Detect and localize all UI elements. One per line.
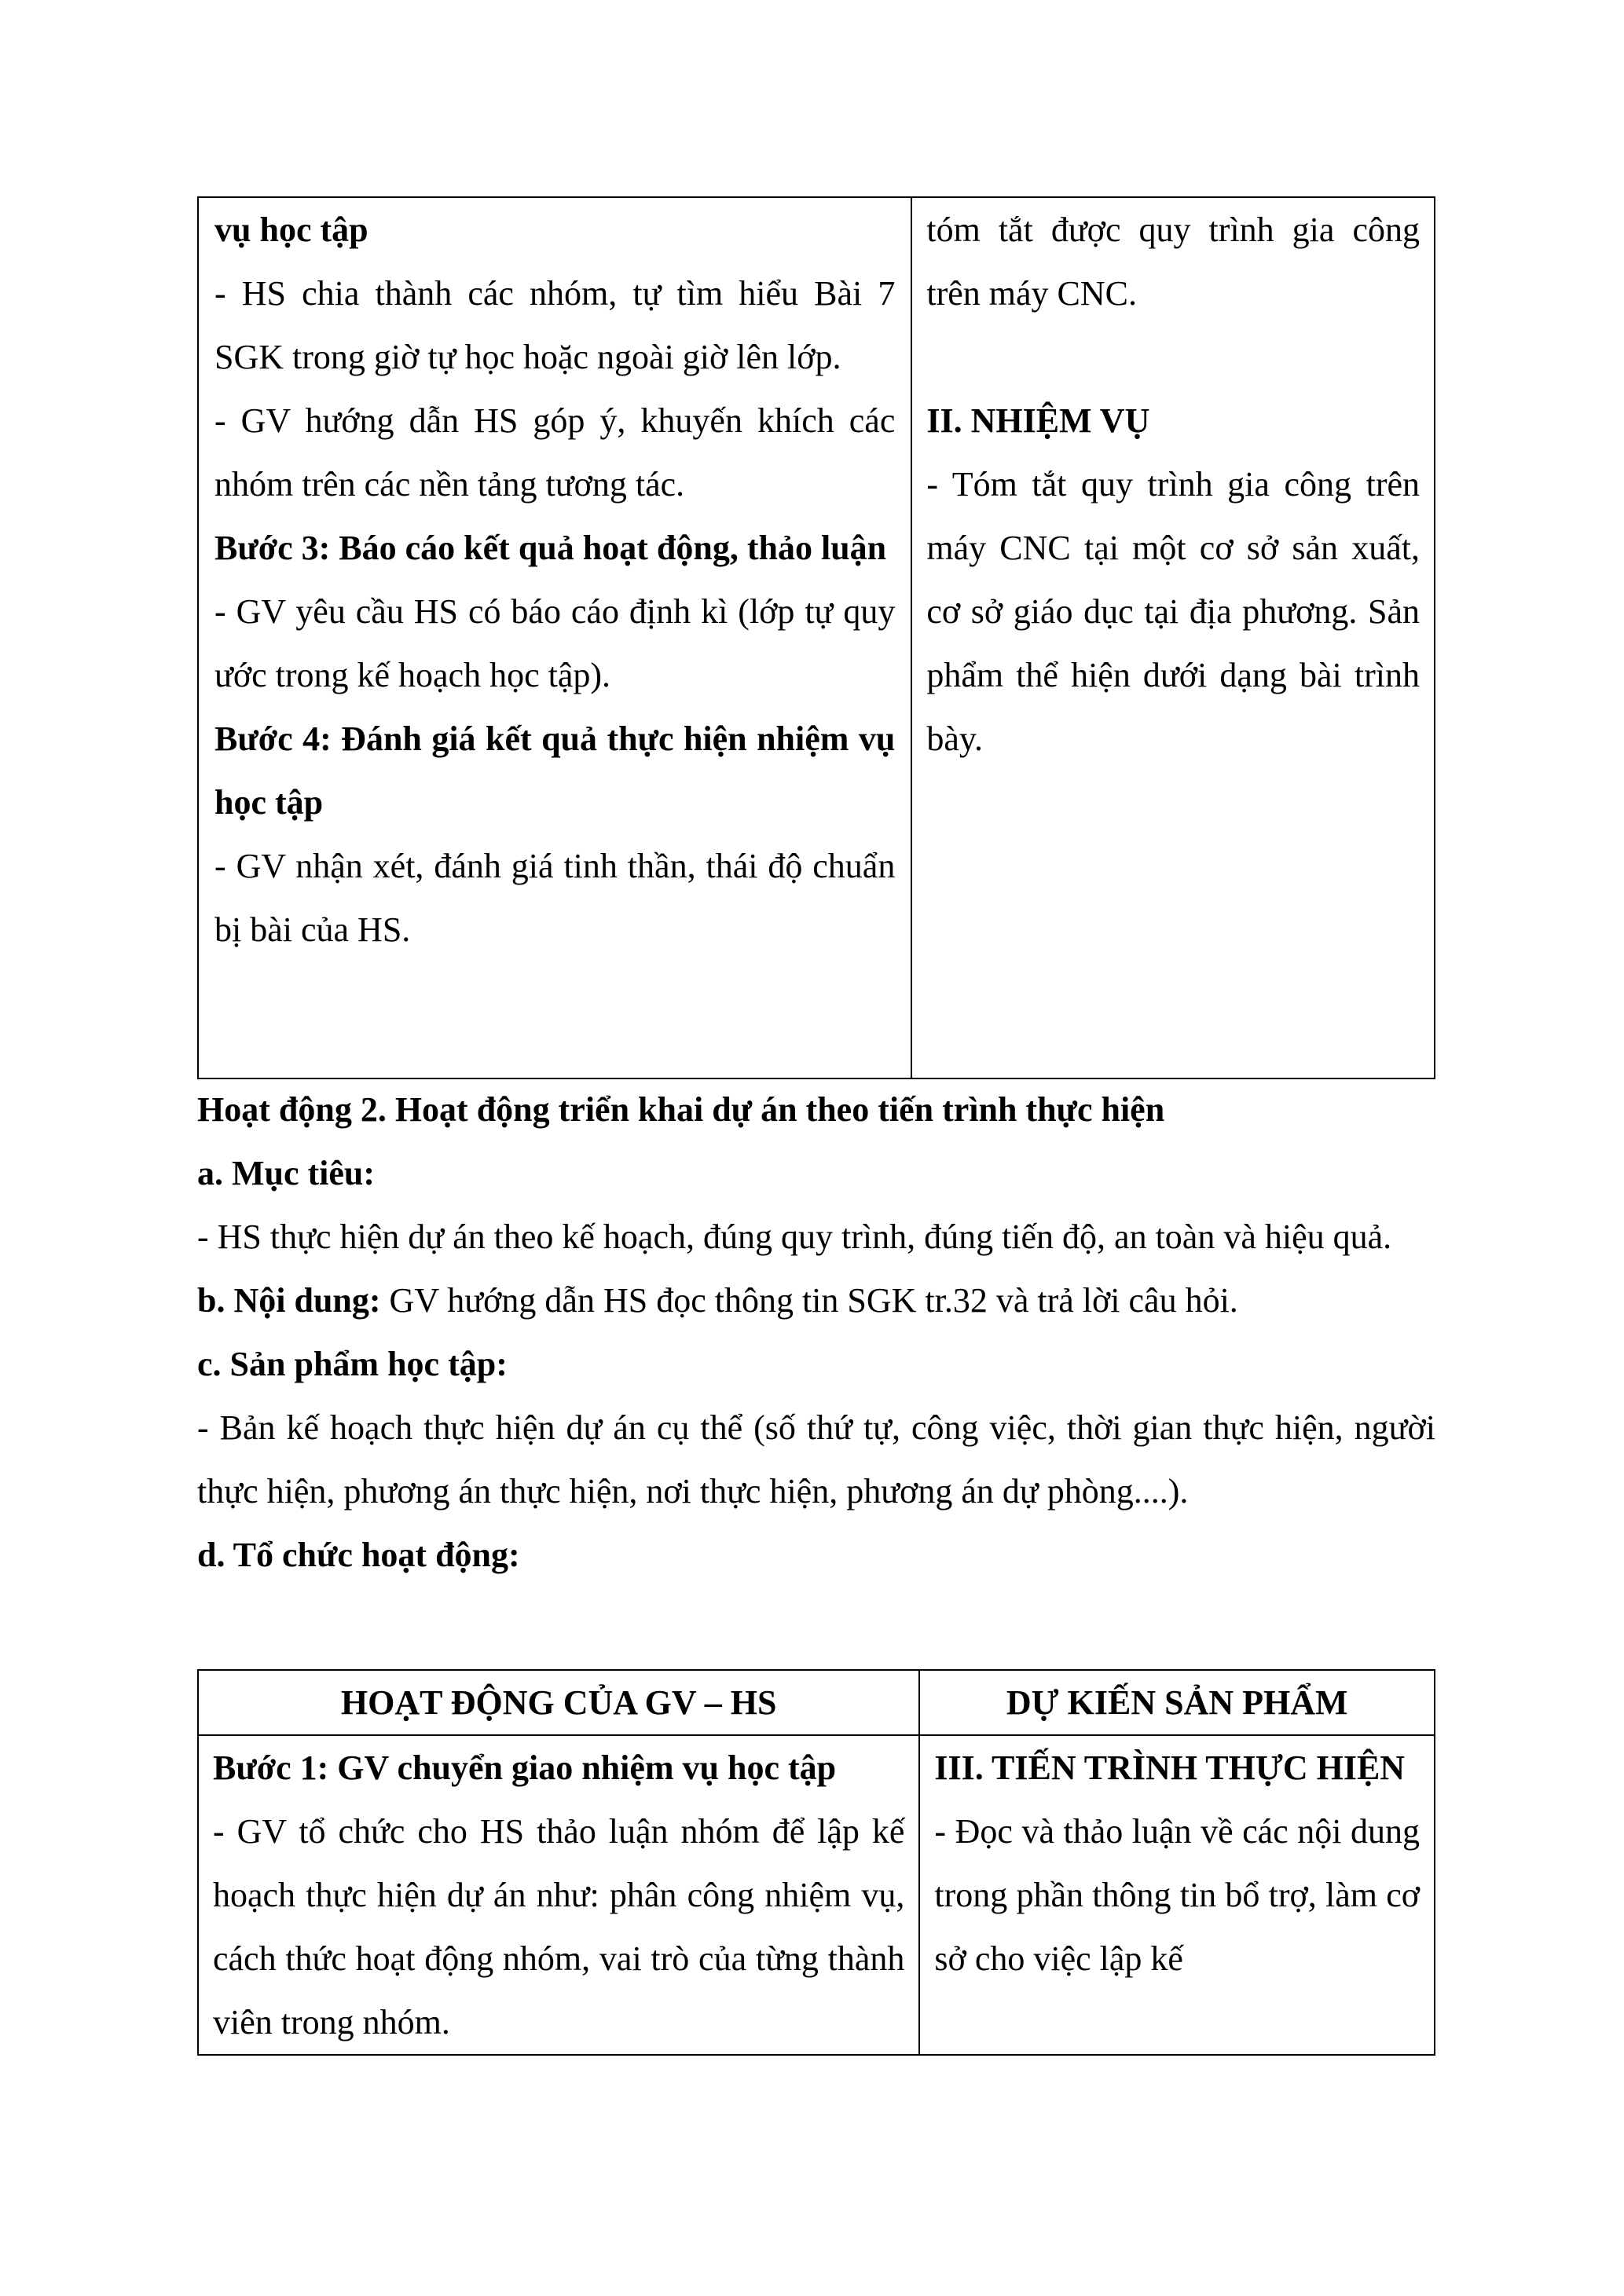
- product-text: - Tóm tắt quy trình gia công trên máy CNC tại một cơ sở sản xuất, cơ sở giáo dục tại địa phương. Sản phẩm thể hiện dưới dạng bài trình bày.: [926, 465, 1420, 758]
- teacher-student-activity-cell: [198, 197, 911, 1078]
- step-text: - HS chia thành các nhóm, tự tìm hiểu Bài 7 SGK trong giờ tự học hoặc ngoài giờ lên lớp.: [214, 274, 896, 376]
- header-expected-product: DỰ KIẾN SẢN PHẨM: [919, 1670, 1435, 1735]
- table-header-row: [198, 1670, 1435, 1735]
- table-row: [198, 197, 1435, 1078]
- content-text: GV hướng dẫn HS đọc thông tin SGK tr.32 và trả lời câu hỏi.: [380, 1281, 1238, 1320]
- organization-label: d. Tổ chức hoạt động:: [197, 1536, 520, 1574]
- header-teacher-student-activity: HOẠT ĐỘNG CỦA GV – HS: [198, 1670, 919, 1735]
- activity-table-1: [197, 196, 1435, 1079]
- product-heading: III. TIẾN TRÌNH THỰC HIỆN: [934, 1749, 1406, 1787]
- objective-text: - HS thực hiện dự án theo kế hoạch, đúng quy trình, đúng tiến độ, an toàn và hiệu quả.: [197, 1218, 1392, 1256]
- step-heading: Bước 3: Báo cáo kết quả hoạt động, thảo luận: [214, 529, 887, 567]
- product-text: - Đọc và thảo luận về các nội dung trong phần thông tin bổ trợ, làm cơ sở cho việc lập kế: [934, 1812, 1420, 1978]
- activity-table-2: [197, 1669, 1435, 2056]
- section-body: [197, 1078, 1435, 1587]
- expected-product-cell: [911, 197, 1435, 1078]
- product-label: c. Sản phẩm học tập:: [197, 1345, 508, 1383]
- section-title: Hoạt động 2. Hoạt động triển khai dự án theo tiến trình thực hiện: [197, 1090, 1165, 1129]
- table-row: [198, 1735, 1435, 2055]
- step-text: - GV hướng dẫn HS góp ý, khuyến khích các nhóm trên các nền tảng tương tác.: [214, 401, 896, 504]
- step-heading: vụ học tập: [214, 211, 368, 249]
- step-text: - GV nhận xét, đánh giá tinh thần, thái độ chuẩn bị bài của HS.: [214, 847, 896, 949]
- step-heading: Bước 1: GV chuyển giao nhiệm vụ học tập: [213, 1749, 837, 1787]
- product-intro: tóm tắt được quy trình gia công trên máy CNC.: [926, 211, 1420, 313]
- product-heading: II. NHIỆM VỤ: [926, 401, 1150, 440]
- content-label: b. Nội dung:: [197, 1281, 381, 1320]
- content-paragraph: [197, 1269, 1435, 1332]
- step-text: - GV yêu cầu HS có báo cáo định kì (lớp tự quy ước trong kế hoạch học tập).: [214, 592, 896, 694]
- step-text: - GV tổ chức cho HS thảo luận nhóm để lập kế hoạch thực hiện dự án như: phân công nhiệm vụ, cách thức hoạt động nhóm, vai trò của từng thành viên trong nhóm.: [213, 1812, 905, 2041]
- objective-label: a. Mục tiêu:: [197, 1154, 376, 1192]
- spacer: [926, 325, 1420, 389]
- step-heading: Bước 4: Đánh giá kết quả thực hiện nhiệm vụ học tập: [214, 720, 896, 822]
- teacher-student-activity-cell: [198, 1735, 919, 2055]
- product-text: - Bản kế hoạch thực hiện dự án cụ thể (số thứ tự, công việc, thời gian thực hiện, người thực hiện, phương án thực hiện, nơi thực hiện, phương án dự phòng....).: [197, 1408, 1435, 1511]
- expected-product-cell: [919, 1735, 1435, 2055]
